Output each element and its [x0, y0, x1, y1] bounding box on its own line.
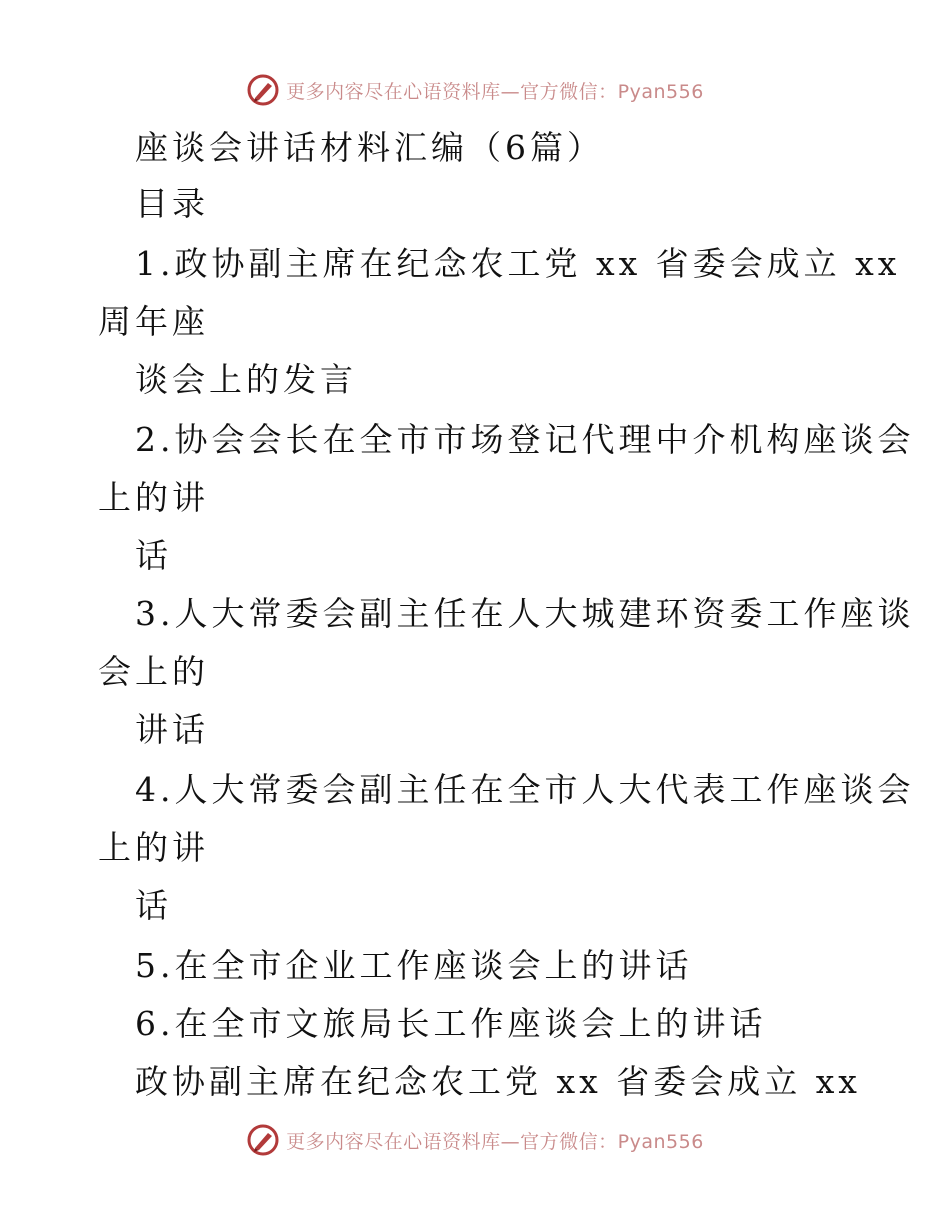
toc-item-1: 1.政协副主席在纪念农工党 xx 省委会成立 xx: [135, 244, 901, 283]
section-heading: 政协副主席在纪念农工党 xx 省委会成立 xx: [135, 1062, 861, 1101]
toc-item-2: 2.协会会长在全市市场登记代理中介机构座谈会: [135, 420, 915, 459]
toc-item-6: 6.在全市文旅局长工作座谈会上的讲话: [135, 1004, 767, 1043]
toc-item-2-continued: 上的讲: [98, 478, 209, 517]
pen-circle-logo-icon: [246, 73, 280, 107]
pen-circle-logo-icon: [246, 1123, 280, 1157]
watermark-text: 更多内容尽在心语资料库—官方微信：Pyan556: [286, 1130, 704, 1153]
header-watermark: [0, 70, 950, 110]
toc-item-1-continued: 周年座: [98, 302, 209, 341]
toc-item-4-continued: 上的讲: [98, 828, 209, 867]
toc-item-1-continued: 谈会上的发言: [135, 360, 357, 399]
toc-item-4-continued: 话: [135, 886, 172, 925]
watermark-text: 更多内容尽在心语资料库—官方微信：Pyan556: [286, 80, 704, 103]
toc-item-4: 4.人大常委会副主任在全市人大代表工作座谈会: [135, 770, 915, 809]
toc-item-2-continued: 话: [135, 536, 172, 575]
document-title: 座谈会讲话材料汇编（6篇）: [135, 128, 604, 167]
toc-item-3-continued: 会上的: [98, 652, 209, 691]
footer-watermark: [0, 1120, 950, 1160]
toc-item-3: 3.人大常委会副主任在人大城建环资委工作座谈: [135, 594, 915, 633]
toc-heading: 目录: [135, 184, 209, 223]
toc-item-5: 5.在全市企业工作座谈会上的讲话: [135, 946, 693, 985]
toc-item-3-continued: 讲话: [135, 710, 209, 749]
